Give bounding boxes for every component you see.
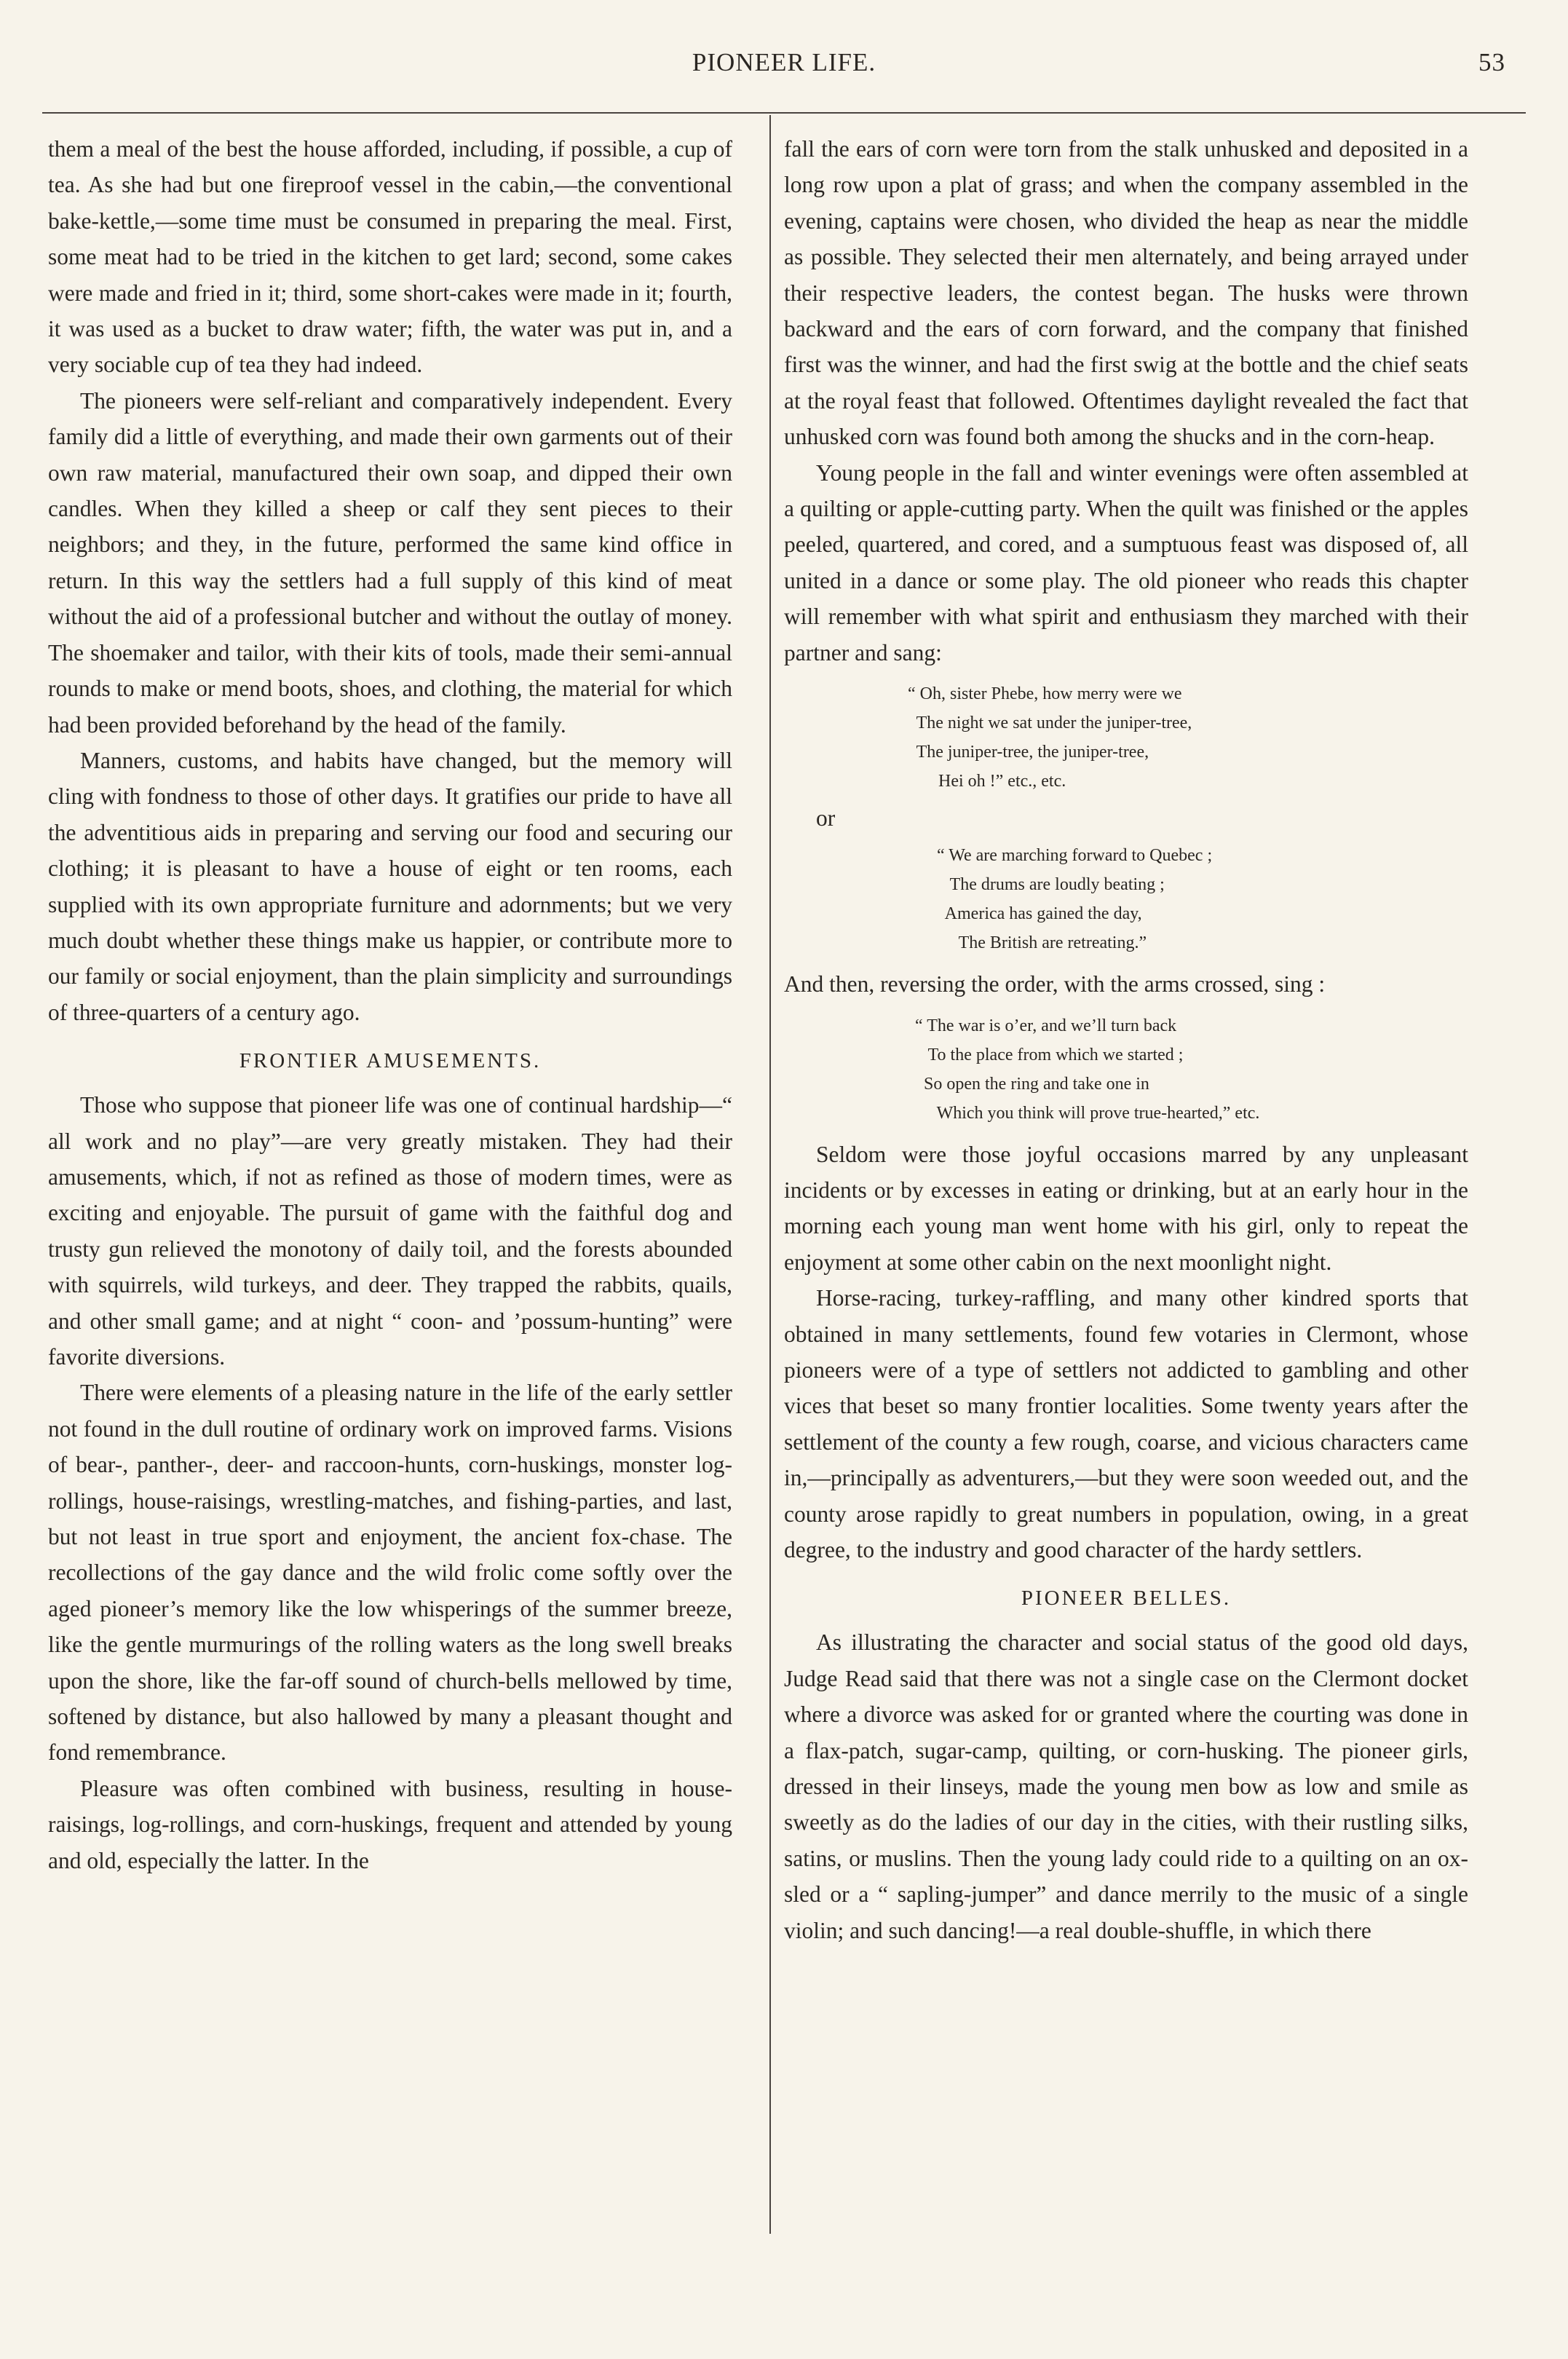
verse-line: “ The war is o’er, and we’ll turn back bbox=[915, 1016, 1177, 1035]
paragraph: Those who suppose that pioneer life was one of continual hardship—“ all work and no play”—are very greatly mistaken. They had their amusements, which, if not as refined as those of modern times, were as exciting and enjoyable. The pursuit of game with the faithful dog and trusty gun relieved the monotony of daily toil, and the forests abounded with squirrels, wild turkeys, and deer. They trapped the rabbits, quails, and other small game; and at night “ coon- and ’possum-hunting” were favorite diversions. bbox=[48, 1092, 732, 1370]
verse-connector: or bbox=[816, 805, 836, 831]
page-number: 53 bbox=[1478, 48, 1505, 76]
song-verse bbox=[915, 1011, 1468, 1128]
verse-line: “ Oh, sister Phebe, how merry were we bbox=[908, 684, 1182, 704]
song-verse bbox=[908, 679, 1468, 796]
paragraph: Young people in the fall and winter evenings were often assembled at a quilting or apple-cutting party. When the quilt was finished or the apples peeled, quartered, and cored, and a sumptuous feast was disposed of, all united in a dance or some play. The old pioneer who reads this chapter will remember with what spirit and enthusiasm they marched with their partner and sang: bbox=[784, 459, 1468, 665]
verse-line: The night we sat under the juniper-tree, bbox=[908, 714, 1192, 733]
verse-line: To the place from which we started ; bbox=[915, 1045, 1184, 1064]
verse-line: The drums are loudly beating ; bbox=[937, 875, 1165, 895]
paragraph: Horse-racing, turkey-raffling, and many other kindred sports that obtained in many settlements, found few votaries in Clermont, whose pioneers were of a type of settlers not addicted to gambling and other vices that beset so many frontier localities. Some twenty years after the settlement of the county a few rough, coarse, and vicious characters came in,—principally as adventurers,—but they were soon weeded out, and the county arose rapidly to great numbers in population, owing, in a great degree, to the industry and good character of the hardy settlers. bbox=[784, 1285, 1468, 1562]
left-column bbox=[48, 131, 732, 1878]
verse-line: Which you think will prove true-hearted,” etc. bbox=[915, 1103, 1260, 1123]
column-divider bbox=[769, 115, 771, 2234]
section-heading-frontier-amusements: FRONTIER AMUSEMENTS. bbox=[239, 1049, 542, 1073]
verse-line: Hei oh !” etc., etc. bbox=[908, 772, 1066, 791]
verse-line: “ We are marching forward to Quebec ; bbox=[937, 846, 1213, 866]
paragraph: As illustrating the character and social status of the good old days, Judge Read said that there was not a single case on the Clermont docket where a divorce was asked for or granted where the courting was done in a flax-patch, sugar-camp, quilting, or corn-husking. The pioneer girls, dressed in their linseys, made the young men bow as low and smile as sweetly as do the ladies of our day in the cities, with their rustling silks, satins, or muslins. Then the young lady could ride to a quilting on an ox-sled or a “ sapling-jumper” and dance merrily to the music of a single violin; and such dancing!—a real double-shuffle, in which there bbox=[784, 1629, 1468, 1943]
paragraph: them a meal of the best the house afforded, including, if possible, a cup of tea. As she had but one fireproof vessel in the cabin,—the conventional bake-kettle,—some time must be consumed in preparing the meal. First, some meat had to be tried in the kitchen to get lard; second, some cakes were made and fried in it; third, some short-cakes were made in it; fourth, it was used as a bucket to draw water; fifth, the water was put in, and a very sociable cup of tea they had indeed. bbox=[48, 136, 732, 378]
running-head bbox=[44, 48, 1524, 92]
verse-line: America has gained the day, bbox=[937, 904, 1142, 924]
header-rule bbox=[42, 112, 1526, 114]
verse-line: The juniper-tree, the juniper-tree, bbox=[908, 743, 1149, 762]
song-verse bbox=[937, 841, 1468, 957]
right-column bbox=[784, 131, 1468, 1948]
section-heading-pioneer-belles: PIONEER BELLES. bbox=[1021, 1587, 1232, 1611]
paragraph: And then, reversing the order, with the arms crossed, sing : bbox=[784, 971, 1326, 997]
paragraph: Manners, customs, and habits have changed, but the memory will cling with fondness to those of other days. It gratifies our pride to have all the adventitious aids in preparing and serving our food and securing our clothing; it is pleasant to have a house of eight or ten rooms, each supplied with its own appropriate furniture and adornments; but we very much doubt whether these things make us happier, or contribute more to our family or social enjoyment, than the plain simplicity and surroundings of three-quarters of a century ago. bbox=[48, 747, 732, 1025]
paragraph: fall the ears of corn were torn from the stalk unhusked and deposited in a long row upon a plat of grass; and when the company assembled in the evening, captains were chosen, who divided the heap as near the middle as possible. They selected their men alternately, and being arrayed under their respective leaders, the contest began. The husks were thrown backward and the ears of corn forward, and the company that finished first was the winner, and had the first swig at the bottle and the chief seats at the royal feast that followed. Oftentimes daylight revealed the fact that unhusked corn was found both among the shucks and in the corn-heap. bbox=[784, 136, 1468, 450]
verse-line: The British are retreating.” bbox=[937, 933, 1147, 953]
paragraph: Seldom were those joyful occasions marred by any unpleasant incidents or by excesses in eating or drinking, but at an early hour in the morning each young man went home with his girl, only to repeat the enjoyment at some other cabin on the next moonlight night. bbox=[784, 1141, 1468, 1275]
verse-line: So open the ring and take one in bbox=[915, 1074, 1149, 1094]
paragraph: The pioneers were self-reliant and comparatively independent. Every family did a little of everything, and made their own garments out of their own raw material, manufactured their own soap, and dipped their own candles. When they killed a sheep or calf they sent pieces to their neighbors; and they, in the future, performed the same kind office in return. In this way the settlers had a full supply of this kind of meat without the aid of a professional butcher and without the outlay of money. The shoemaker and tailor, with their kits of tools, made their semi-annual rounds to make or mend boots, shoes, and clothing, the material for which had been provided beforehand by the head of the family. bbox=[48, 387, 732, 738]
paragraph: Pleasure was often combined with business, resulting in house-raisings, log-rollings, and corn-huskings, frequent and attended by young and old, especially the latter. In the bbox=[48, 1775, 732, 1873]
paragraph: There were elements of a pleasing nature in the life of the early settler not found in the dull routine of ordinary work on improved farms. Visions of bear-, panther-, deer- and raccoon-hunts, corn-huskings, monster log-rollings, house-raisings, wrestling-matches, and fishing-parties, and last, but not least in true sport and enjoyment, the ancient fox-chase. The recollections of the gay dance and the wild frolic come softly over the aged pioneer’s memory like the low whisperings of the summer breeze, like the gentle murmurings of the rolling waters as the long swell breaks upon the shore, like the far-off sound of church-bells mellowed by time, softened by distance, but also hallowed by many a pleasant thought and fond remembrance. bbox=[48, 1380, 732, 1766]
running-title: PIONEER LIFE. bbox=[692, 48, 876, 76]
